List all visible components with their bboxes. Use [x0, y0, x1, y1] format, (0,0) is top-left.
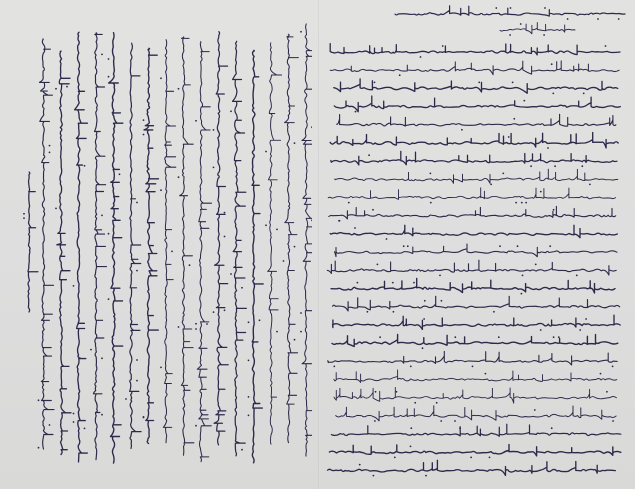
ink-dot	[430, 202, 432, 204]
ink-dot	[576, 275, 578, 277]
ink-dot	[472, 366, 474, 368]
ink-dot	[489, 457, 491, 459]
ink-dot	[224, 212, 226, 214]
main-line	[330, 44, 620, 55]
ink-dot	[410, 427, 412, 429]
main-line	[337, 114, 616, 126]
ink-dot	[136, 270, 138, 272]
margin-line	[302, 24, 312, 456]
ink-dot	[523, 100, 525, 102]
ink-dot	[195, 425, 197, 427]
ink-dot	[108, 58, 110, 60]
ink-dot	[606, 391, 608, 393]
margin-line	[94, 33, 107, 460]
ink-dot	[552, 93, 554, 95]
ink-dot	[549, 245, 551, 247]
ink-dot	[498, 336, 500, 338]
ink-dot	[178, 88, 180, 90]
margin-line	[268, 43, 282, 444]
margin-line	[252, 50, 263, 463]
ink-dot	[213, 167, 215, 169]
ink-dot	[241, 287, 243, 289]
main-line	[336, 406, 616, 421]
ink-dot	[224, 236, 226, 238]
main-handwriting-lines	[325, 0, 630, 489]
ink-dot	[515, 202, 517, 204]
page-fold	[318, 0, 320, 489]
ink-dot	[101, 54, 103, 56]
header-mark-date	[6, 475, 25, 485]
main-line	[327, 260, 616, 275]
ink-dot	[454, 336, 456, 338]
main-line	[335, 169, 618, 183]
margin-line	[180, 37, 194, 455]
rotated-margin-group	[23, 24, 312, 463]
ink-dot	[143, 119, 145, 121]
ink-dot	[73, 285, 75, 287]
ink-dot	[73, 421, 75, 423]
ink-dot	[368, 154, 370, 156]
ink-dot	[136, 380, 138, 382]
main-line	[329, 445, 620, 456]
main-line	[330, 61, 619, 75]
ink-dot	[372, 209, 374, 211]
main-line	[335, 244, 618, 257]
ink-dot	[333, 366, 335, 368]
ink-dot	[495, 7, 497, 9]
ink-dot	[612, 366, 614, 368]
ink-dot	[553, 209, 555, 211]
ink-dot	[403, 245, 405, 247]
ink-dot	[425, 475, 427, 477]
main-line	[330, 133, 618, 148]
ink-dot	[311, 126, 312, 128]
ink-dot	[101, 357, 103, 359]
ink-dot	[544, 7, 546, 9]
ink-dot	[520, 23, 522, 25]
ink-dot	[136, 359, 138, 361]
ink-dot	[300, 331, 302, 333]
ink-dot	[294, 246, 296, 248]
ink-dot	[195, 120, 197, 122]
ink-dot	[567, 18, 569, 20]
main-line	[334, 370, 617, 383]
ink-dot	[90, 349, 92, 351]
ink-dot	[125, 398, 127, 400]
ink-dot	[248, 415, 250, 417]
ink-dot	[178, 176, 180, 178]
ink-dot	[108, 233, 110, 235]
ink-dot	[399, 74, 401, 76]
ink-dot	[478, 82, 480, 84]
ink-dot	[470, 457, 472, 459]
main-writing-block	[325, 0, 630, 489]
ink-dot	[612, 420, 614, 422]
ink-dot	[136, 202, 138, 204]
ink-dot	[618, 18, 620, 20]
ink-dot	[490, 184, 492, 186]
ink-dot	[394, 457, 396, 459]
margin-line	[130, 43, 141, 448]
ink-dot	[294, 339, 296, 341]
ink-dot	[311, 219, 312, 221]
ink-dot	[554, 165, 556, 167]
ink-dot	[535, 264, 537, 266]
ink-dot	[521, 202, 523, 204]
ink-dot	[422, 347, 424, 349]
main-line	[334, 79, 618, 93]
ink-dot	[493, 311, 495, 313]
ink-dot	[84, 165, 86, 167]
ink-dot	[373, 475, 375, 477]
ink-dot	[392, 282, 394, 284]
ink-dot	[509, 34, 511, 36]
margin-line	[233, 41, 247, 456]
main-line	[332, 335, 618, 347]
ink-dot	[230, 273, 232, 275]
ink-dot	[160, 189, 162, 191]
ink-dot	[354, 227, 356, 229]
ink-dot	[248, 360, 250, 362]
ink-dot	[367, 311, 369, 313]
ink-dot	[359, 464, 361, 466]
ink-dot	[420, 56, 422, 58]
ink-dot	[513, 118, 515, 120]
ink-dot	[551, 427, 553, 429]
ink-dot	[49, 145, 51, 147]
ink-dot	[283, 260, 285, 262]
margin-line	[285, 34, 299, 443]
margin-handwriting-lines	[22, 12, 312, 482]
margin-line	[39, 39, 54, 449]
main-line	[329, 206, 616, 219]
ink-dot	[84, 428, 86, 430]
ink-dot	[461, 129, 463, 131]
ink-dot	[160, 77, 162, 79]
ink-dot	[248, 321, 250, 323]
ink-dot	[396, 391, 398, 393]
ink-dot	[379, 336, 381, 338]
ink-dot	[171, 251, 173, 253]
header-subline	[500, 23, 575, 34]
margin-line	[197, 42, 211, 462]
main-line	[328, 188, 615, 200]
header-mark-number	[28, 475, 38, 485]
ink-dot	[454, 420, 456, 422]
ink-dot	[424, 300, 426, 302]
ink-dot	[213, 129, 215, 131]
ink-dot	[55, 208, 57, 210]
ink-dot	[441, 300, 443, 302]
main-line	[330, 225, 617, 237]
ink-dot	[414, 402, 416, 404]
ink-dot	[348, 202, 350, 204]
main-line	[328, 351, 617, 365]
ink-dot	[38, 399, 40, 401]
ink-dot	[119, 173, 121, 175]
main-line	[333, 296, 620, 311]
ink-dot	[265, 224, 267, 226]
ink-dot	[410, 446, 412, 448]
ink-dot	[66, 86, 68, 88]
ink-dot	[230, 110, 232, 112]
ink-dot	[101, 414, 103, 416]
ink-dot	[108, 298, 110, 300]
ink-dot	[440, 420, 442, 422]
ink-dot	[540, 191, 542, 193]
ink-dot	[195, 323, 197, 325]
ink-dot	[195, 328, 197, 330]
main-line	[334, 388, 616, 404]
ink-dot	[589, 184, 591, 186]
ink-dot	[259, 319, 261, 321]
margin-line	[214, 32, 228, 445]
ink-dot	[101, 215, 103, 217]
ink-dot	[338, 220, 340, 222]
ink-dot	[23, 213, 25, 215]
ink-dot	[581, 165, 583, 167]
ink-dot	[23, 217, 25, 219]
ink-dot	[38, 447, 40, 449]
ink-dot	[224, 309, 226, 311]
ink-dot	[206, 323, 208, 325]
ink-dot	[189, 264, 191, 266]
ink-dot	[393, 311, 395, 313]
main-line	[331, 279, 615, 294]
main-line	[331, 151, 617, 165]
ink-dot	[355, 111, 357, 113]
ink-dot	[160, 367, 162, 369]
ink-dot	[300, 31, 302, 33]
ink-dot	[294, 142, 296, 144]
ink-dot	[521, 293, 523, 295]
ink-dot	[300, 312, 302, 314]
ink-dot	[55, 88, 57, 90]
margin-line	[75, 32, 88, 462]
ink-dot	[605, 45, 607, 47]
ink-dot	[276, 331, 278, 333]
margin-writing-block	[22, 12, 312, 482]
margin-line	[163, 40, 176, 443]
ink-dot	[108, 76, 110, 78]
ink-dot	[553, 336, 555, 338]
main-line	[328, 460, 616, 475]
ink-dot	[143, 416, 145, 418]
margin-line	[144, 48, 159, 443]
main-line	[331, 424, 620, 436]
ink-dot	[143, 134, 145, 136]
ink-dot	[551, 63, 553, 65]
ink-dot	[579, 329, 581, 331]
ink-dot	[248, 396, 250, 398]
ink-dot	[512, 82, 514, 84]
header-marks	[6, 475, 38, 485]
ink-dot	[517, 245, 519, 247]
ink-dot	[543, 34, 545, 36]
ink-dot	[600, 373, 602, 375]
ink-dot	[583, 93, 585, 95]
ink-dot	[276, 229, 278, 231]
ink-dot	[502, 173, 504, 175]
ink-dot	[374, 420, 376, 422]
ink-dot	[73, 413, 75, 415]
ink-dot	[510, 7, 512, 9]
ink-dot	[375, 391, 377, 393]
ink-dot	[439, 275, 441, 277]
ink-dot	[265, 151, 267, 153]
ink-dot	[597, 18, 599, 20]
ink-dot	[530, 165, 532, 167]
ink-dot	[436, 402, 438, 404]
main-line	[333, 315, 621, 329]
margin-short-line	[28, 172, 38, 312]
ink-dot	[540, 329, 542, 331]
ink-dot	[459, 427, 461, 429]
margin-line	[57, 51, 71, 454]
ink-dot	[485, 373, 487, 375]
ink-dot	[377, 264, 379, 266]
ink-dot	[423, 318, 425, 320]
ink-dot	[534, 409, 536, 411]
ink-dot	[178, 326, 180, 328]
ink-dot	[241, 449, 243, 451]
ink-dot	[413, 282, 415, 284]
ink-dot	[508, 136, 510, 138]
ink-dot	[442, 45, 444, 47]
ink-dot	[522, 275, 524, 277]
ink-dot	[49, 424, 51, 426]
ink-dot	[213, 311, 215, 313]
ink-dot	[374, 82, 376, 84]
ink-dot	[357, 282, 359, 284]
ink-dot	[499, 245, 501, 247]
ink-dot	[558, 336, 560, 338]
margin-line	[109, 33, 123, 463]
ink-dot	[430, 173, 432, 175]
ink-dot	[407, 245, 409, 247]
ink-dot	[525, 202, 527, 204]
ink-dot	[386, 238, 388, 240]
ink-dot	[585, 318, 587, 320]
ink-dot	[410, 366, 412, 368]
ink-dot	[547, 147, 549, 149]
main-line	[334, 96, 620, 112]
ink-dot	[49, 152, 51, 154]
